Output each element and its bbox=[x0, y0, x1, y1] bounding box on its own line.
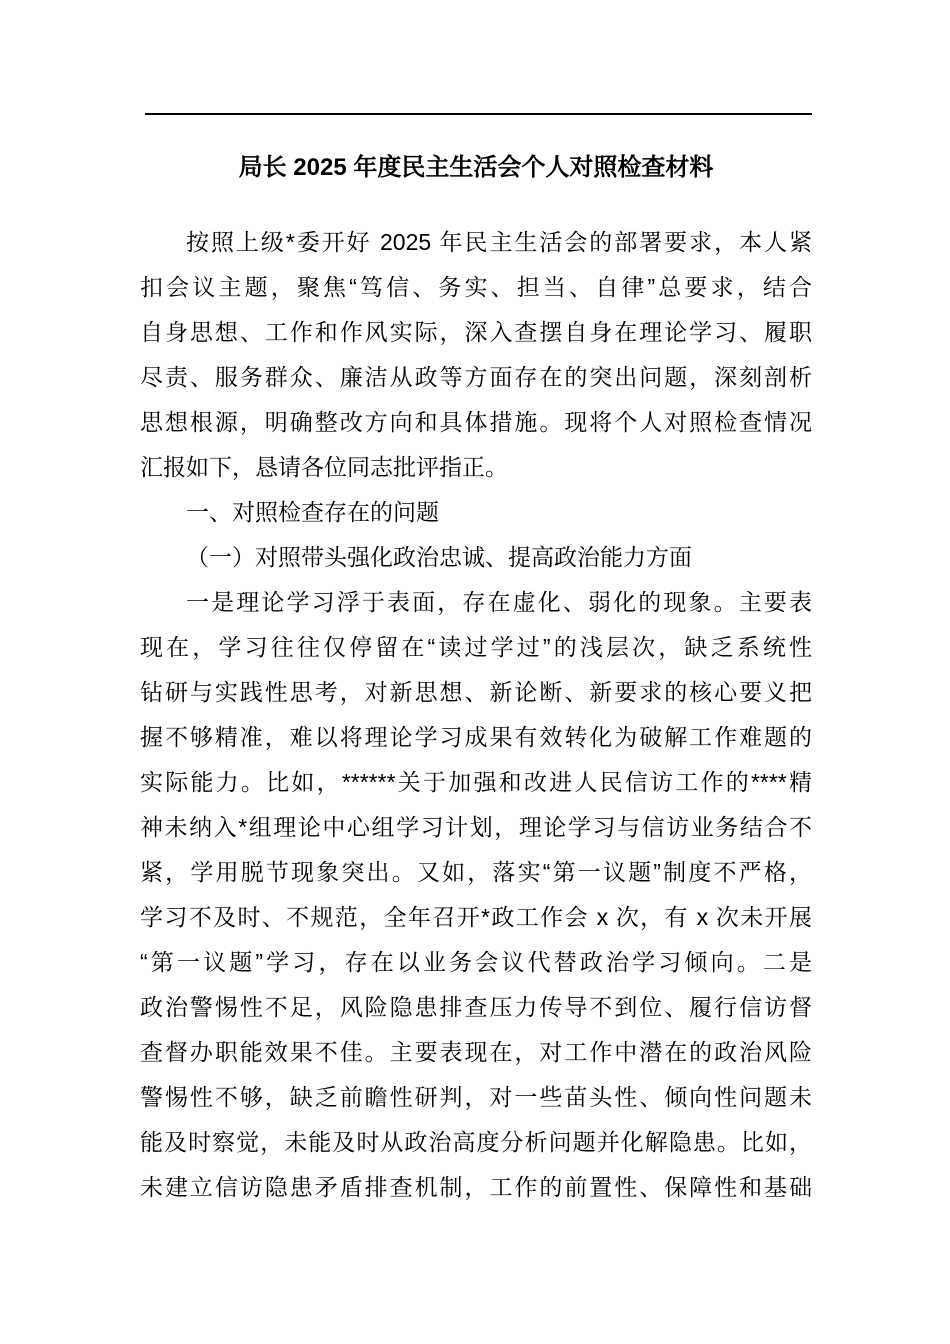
text-line: 查督办职能效果不佳。主要表现在，对工作中潜在的政治风险 bbox=[140, 1039, 812, 1065]
text-line: 一、对照检查存在的问题 bbox=[186, 499, 439, 525]
text-line: 握不够精准，难以将理论学习成果有效转化为破解工作难题的 bbox=[140, 724, 812, 750]
text-line: 学习不及时、不规范，全年召开*政工作会 x 次，有 x 次未开展 bbox=[140, 904, 812, 930]
text-line: 汇报如下，恳请各位同志批评指正。 bbox=[140, 454, 508, 480]
text-line: 能及时察觉，未能及时从政治高度分析问题并化解隐患。比如， bbox=[140, 1129, 812, 1155]
text-line: 一是理论学习浮于表面，存在虚化、弱化的现象。主要表 bbox=[186, 589, 812, 615]
text-line: 未建立信访隐患矛盾排查机制，工作的前置性、保障性和基础 bbox=[140, 1174, 812, 1200]
header-rule bbox=[145, 113, 812, 115]
document-title: 局长 2025 年度民主生活会个人对照检查材料 bbox=[238, 154, 714, 181]
text-line: 按照上级*委开好 2025 年民主生活会的部署要求，本人紧 bbox=[186, 229, 812, 255]
text-line: （一）对照带头强化政治忠诚、提高政治能力方面 bbox=[186, 544, 692, 570]
text-line: 紧，学用脱节现象突出。又如，落实“第一议题”制度不严格， bbox=[140, 859, 812, 885]
text-line: 实际能力。比如，******关于加强和改进人民信访工作的****精 bbox=[140, 769, 812, 795]
text-line: 政治警惕性不足，风险隐患排查压力传导不到位、履行信访督 bbox=[140, 994, 812, 1020]
text-line: 扣会议主题，聚焦“笃信、务实、担当、自律”总要求，结合 bbox=[140, 274, 812, 300]
text-line: 尽责、服务群众、廉洁从政等方面存在的突出问题，深刻剖析 bbox=[140, 364, 812, 390]
document-body bbox=[140, 220, 812, 1210]
text-line: 自身思想、工作和作风实际，深入查摆自身在理论学习、履职 bbox=[140, 319, 812, 345]
text-line: 钻研与实践性思考，对新思想、新论断、新要求的核心要义把 bbox=[140, 679, 812, 705]
text-line: 神未纳入*组理论中心组学习计划，理论学习与信访业务结合不 bbox=[140, 814, 812, 840]
text-line: 现在，学习往往仅停留在“读过学过”的浅层次，缺乏系统性 bbox=[140, 634, 812, 660]
text-line: 思想根源，明确整改方向和具体措施。现将个人对照检查情况 bbox=[140, 409, 812, 435]
text-line: 警惕性不够，缺乏前瞻性研判，对一些苗头性、倾向性问题未 bbox=[140, 1084, 812, 1110]
text-line: “第一议题”学习，存在以业务会议代替政治学习倾向。二是 bbox=[140, 949, 812, 975]
